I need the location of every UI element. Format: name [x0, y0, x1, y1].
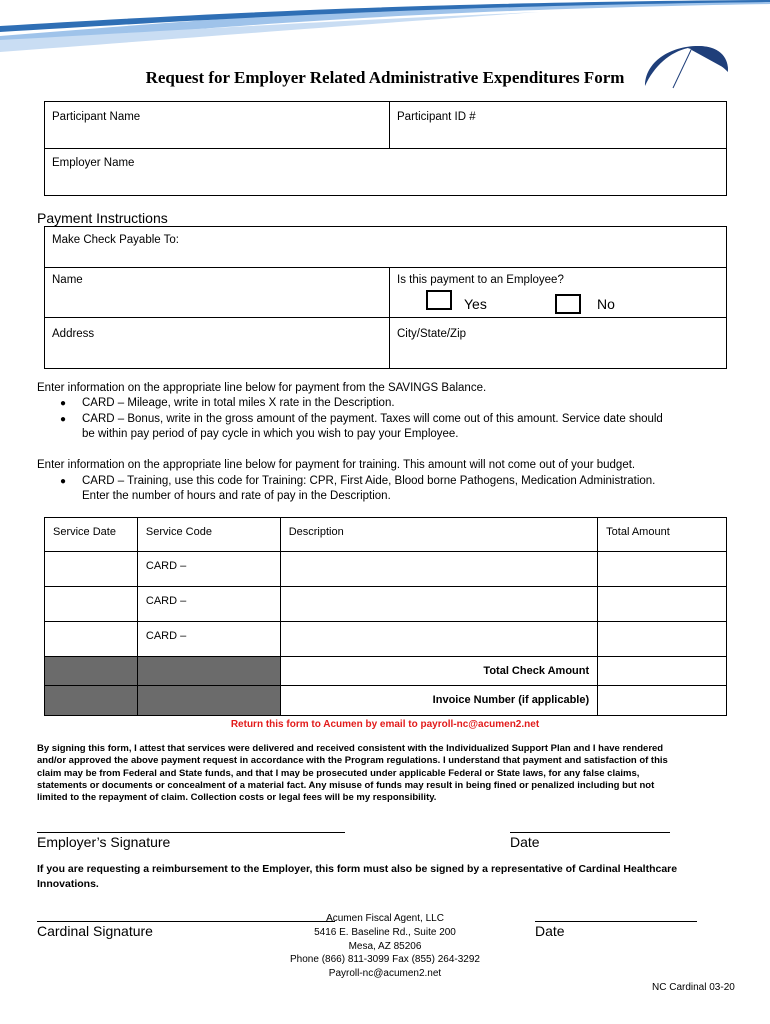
- savings-bullet-mileage: CARD – Mileage, write in total miles X rate in the Description.: [82, 397, 395, 409]
- total-check-amount-label: Total Check Amount: [280, 657, 597, 686]
- employer-name-field[interactable]: [44, 148, 727, 196]
- payment-instructions-heading: Payment Instructions: [37, 210, 168, 226]
- attestation-line: claim may be from Federal and State funds, and that I may be prosecuted under applicable Federal or State laws, for any false claims,: [37, 767, 640, 779]
- cardinal-date-label: Date: [535, 923, 565, 939]
- address-line: Mesa, AZ 85206: [348, 940, 422, 952]
- bullet: ●: [60, 414, 67, 425]
- attestation-text: [37, 743, 737, 804]
- invoice-number-label: Invoice Number (if applicable): [280, 686, 597, 716]
- service-date-cell[interactable]: [45, 622, 138, 657]
- attestation-line: statements or documents or concealment of a material fact. Any misuse of funds may result in being fined or penalized including but not: [37, 779, 655, 791]
- bullet: ●: [60, 398, 67, 409]
- col-header-description: Description: [280, 518, 597, 552]
- address-line: Payroll-nc@acumen2.net: [328, 968, 442, 980]
- description-cell[interactable]: [280, 587, 597, 622]
- service-code-cell[interactable]: CARD –: [137, 622, 280, 657]
- table-row: [45, 552, 727, 587]
- reimbursement-note-line: Innovations.: [37, 878, 99, 890]
- training-intro: Enter information on the appropriate line below for payment for training. This amount will not come out of your budget.: [37, 459, 636, 471]
- service-code-cell[interactable]: CARD –: [137, 552, 280, 587]
- table-row: [45, 622, 727, 657]
- employer-signature-line[interactable]: [37, 832, 345, 833]
- training-bullet-cont: Enter the number of hours and rate of pay in the Description.: [82, 490, 391, 502]
- cardinal-signature-label: Cardinal Signature: [37, 923, 153, 939]
- savings-intro: Enter information on the appropriate line below for payment from the SAVINGS Balance.: [37, 382, 487, 394]
- bullet: ●: [60, 476, 67, 487]
- employer-date-line[interactable]: [510, 832, 670, 833]
- attestation-line: By signing this form, I attest that services were delivered and received consistent with the Individualized Support Plan and I have rendered: [37, 743, 664, 754]
- return-notice: Return this form to Acumen by email to payroll-nc@acumen2.net: [230, 719, 540, 730]
- participant-name-label: Participant Name: [52, 111, 141, 123]
- reimbursement-note: [37, 862, 737, 892]
- employee-question-label: Is this payment to an Employee?: [397, 274, 564, 286]
- make-check-label: Make Check Payable To:: [52, 234, 179, 246]
- savings-bullet-bonus: CARD – Bonus, write in the gross amount of the payment. Taxes will come out of this amount. Service date should: [82, 413, 663, 425]
- employer-date-label: Date: [510, 834, 540, 850]
- yes-label: Yes: [464, 296, 487, 312]
- amount-cell[interactable]: [598, 587, 727, 622]
- yes-checkbox[interactable]: [426, 290, 452, 310]
- make-check-payable-field[interactable]: [44, 226, 727, 268]
- participant-name-field[interactable]: [44, 101, 390, 149]
- reimbursement-note-line: If you are requesting a reimbursement to the Employer, this form must also be signed by a representative of Cardinal Healthcare: [37, 863, 678, 875]
- address-field[interactable]: [44, 317, 390, 369]
- city-state-zip-field[interactable]: [389, 317, 727, 369]
- savings-bullet-bonus-cont: be within pay period of pay cycle in which you wish to pay your Employee.: [82, 428, 459, 440]
- col-header-service-date: Service Date: [45, 518, 138, 552]
- table-row: [45, 587, 727, 622]
- total-check-amount-field[interactable]: [598, 657, 727, 686]
- description-cell[interactable]: [280, 552, 597, 587]
- participant-id-label: Participant ID #: [397, 111, 476, 123]
- service-date-cell[interactable]: [45, 552, 138, 587]
- service-code-cell[interactable]: CARD –: [137, 587, 280, 622]
- invoice-number-field[interactable]: [598, 686, 727, 716]
- address-line: Acumen Fiscal Agent, LLC: [326, 913, 444, 924]
- address-label: Address: [52, 328, 95, 340]
- amount-cell[interactable]: [598, 552, 727, 587]
- description-cell[interactable]: [280, 622, 597, 657]
- employer-name-label: Employer Name: [52, 157, 135, 169]
- shaded-cell: [45, 657, 138, 686]
- col-header-service-code: Service Code: [137, 518, 280, 552]
- address-line: 5416 E. Baseline Rd., Suite 200: [314, 926, 456, 938]
- city-state-zip-label: City/State/Zip: [397, 328, 467, 340]
- shaded-cell: [137, 686, 280, 716]
- training-bullet: CARD – Training, use this code for Training: CPR, First Aide, Blood borne Pathogens, Medication Administration.: [82, 475, 656, 487]
- attestation-line: and/or approved the above payment request in accordance with the Program regulations. I understand that payment and satisfaction of this: [37, 755, 668, 767]
- shaded-cell: [45, 686, 138, 716]
- form-version: NC Cardinal 03-20: [652, 982, 735, 993]
- cardinal-date-line[interactable]: [535, 921, 697, 922]
- col-header-total-amount: Total Amount: [598, 518, 727, 552]
- service-table: [44, 517, 727, 716]
- amount-cell[interactable]: [598, 622, 727, 657]
- address-line: Phone (866) 811-3099 Fax (855) 264-3292: [290, 954, 480, 966]
- attestation-line: limited to the repayment of claim. Collection costs or legal fees will be my responsibility.: [37, 792, 437, 804]
- payee-name-field[interactable]: [44, 267, 390, 318]
- page-title: Request for Employer Related Administrative Expenditures Form: [145, 68, 625, 87]
- no-label: No: [597, 296, 615, 312]
- service-date-cell[interactable]: [45, 587, 138, 622]
- employer-signature-label: Employer’s Signature: [37, 834, 171, 850]
- shaded-cell: [137, 657, 280, 686]
- no-checkbox[interactable]: [555, 294, 581, 314]
- participant-id-field[interactable]: [389, 101, 727, 149]
- payee-name-label: Name: [52, 274, 83, 286]
- acumen-address-block: [270, 912, 500, 981]
